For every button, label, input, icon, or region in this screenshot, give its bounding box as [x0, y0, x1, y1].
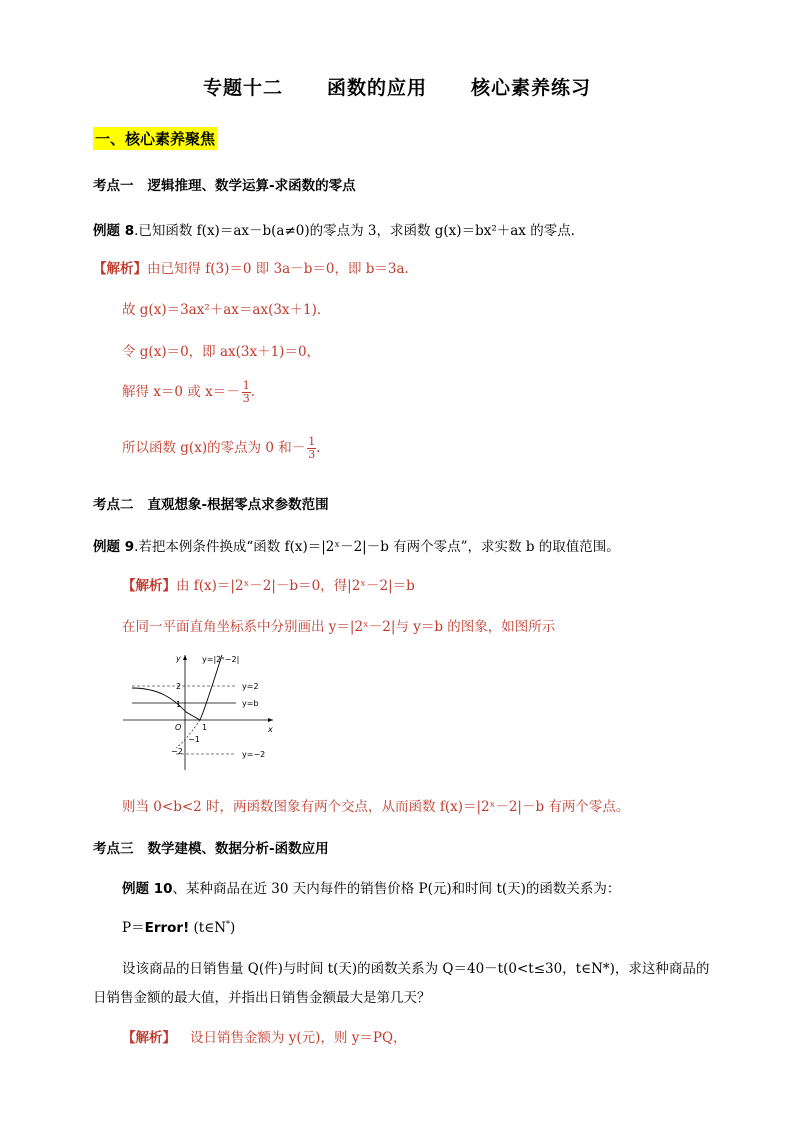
point3-text: 数学建模、数据分析-函数应用 [147, 841, 329, 857]
solution-text: 解得 x＝0 或 x＝－ [122, 384, 240, 400]
fraction [307, 436, 316, 461]
point3-heading [93, 837, 329, 857]
title-part-subject: 函数的应用 [326, 77, 427, 99]
label-y2: y=2 [242, 682, 259, 691]
point1-heading [93, 174, 356, 194]
example10-q-line2: 日销售金额的最大值，并指出日销售金额最大是第几天？ [93, 990, 431, 1006]
example9-question [93, 535, 620, 555]
solution-text: 设日销售金额为 y(元)，则 y＝PQ， [190, 1030, 407, 1046]
point2-label: 考点二 [93, 497, 134, 513]
example8-text: .已知函数 f(x)＝ax－b(a≠0)的零点为 3，求函数 g(x)＝bx²＋ax 的零点． [134, 223, 585, 239]
point2-text: 直观想象-根据零点求参数范围 [147, 497, 329, 513]
solution-tag: 【解析】 [122, 1030, 176, 1046]
price-eq-domain: (t∈N [189, 920, 227, 936]
example9-solution-line3: 则当 0<b<2 时，两函数图象有两个交点，从而函数 f(x)＝|2ˣ－2|－b 有两个零点。 [122, 799, 630, 815]
solution-text-end: . [316, 440, 321, 456]
example10-solution-line1 [122, 1026, 407, 1046]
example10-q-line1: 设该商品的日销售量 Q(件)与时间 t(天)的函数关系为 Q＝40－t(0<t≤30，t∈N*)，求这种商品的 [122, 961, 710, 977]
example8-solution-line2: 故 g(x)＝3ax²＋ax＝ax(3x＋1)． [122, 302, 331, 318]
example10-label: 例题 10 [122, 881, 173, 897]
example8-question [93, 219, 584, 239]
solution-text: 所以函数 g(x)的零点为 0 和－ [122, 440, 306, 456]
price-eq-start: P＝ [122, 920, 145, 936]
price-eq-sup: * [226, 919, 231, 929]
section-heading: 一、核心素养聚焦 [93, 127, 217, 150]
fraction-denominator: 3 [242, 392, 250, 405]
price-eq-error: Error! [144, 920, 190, 936]
curve-label: y=|2ˣ−2| [202, 655, 240, 664]
tick-m2: −2 [171, 747, 183, 756]
example9-solution-line2: 在同一平面直角坐标系中分别画出 y＝|2ˣ－2|与 y＝b 的图象，如图所示 [122, 619, 556, 635]
example8-solution-line5 [122, 436, 321, 461]
title-part-topic: 专题十二 [202, 77, 283, 99]
tick-m1: −1 [188, 735, 200, 744]
point1-label: 考点一 [93, 178, 134, 194]
example9-text: .若把本例条件换成“函数 f(x)＝|2ˣ－2|－b 有两个零点”，求实数 b 的取值范围。 [134, 539, 620, 555]
page-title [0, 73, 794, 100]
example8-solution-line4 [122, 380, 255, 405]
tick-origin: O [175, 723, 182, 732]
y-axis-arrow-icon [183, 655, 187, 660]
title-part-practice: 核心素养练习 [471, 77, 592, 99]
example9-solution-line1 [122, 574, 415, 594]
function-graph [118, 650, 278, 775]
example9-label: 例题 9 [93, 539, 135, 555]
fraction-denominator: 3 [308, 448, 316, 461]
solution-text: 由已知得 f(3)＝0 即 3a－b＝0，即 b＝3a. [147, 261, 409, 277]
example8-solution-line3: 令 g(x)＝0，即 ax(3x＋1)＝0， [122, 344, 321, 360]
example10-question [122, 877, 620, 897]
solution-text-end: . [250, 384, 255, 400]
example10-price-function [122, 916, 235, 936]
fraction-numerator: 1 [242, 379, 250, 392]
point2-heading [93, 493, 329, 513]
x-axis-label: x [268, 725, 273, 734]
point1-text: 逻辑推理、数学运算-求函数的零点 [147, 178, 356, 194]
price-eq-end: ) [230, 920, 236, 936]
solution-tag: 【解析】 [93, 261, 147, 277]
y-axis-label: y [176, 654, 181, 663]
example8-label: 例题 8 [93, 223, 135, 239]
solution-tag: 【解析】 [122, 578, 176, 594]
label-ym2: y=−2 [242, 750, 266, 759]
tick-x1: 1 [202, 723, 208, 732]
fraction-numerator: 1 [308, 435, 316, 448]
example10-text: 、某种商品在近 30 天内每件的销售价格 P(元)和时间 t(天)的函数关系为： [172, 881, 621, 897]
fraction [242, 380, 251, 405]
tick-2: 2 [176, 682, 182, 691]
tick-1: 1 [176, 700, 182, 709]
x-axis-arrow-icon [268, 718, 273, 722]
example8-solution-line1 [93, 257, 409, 277]
point3-label: 考点三 [93, 841, 134, 857]
solution-text: 由 f(x)＝|2ˣ－2|－b＝0，得|2ˣ－2|＝b [176, 578, 415, 594]
label-yb: y=b [242, 699, 259, 708]
